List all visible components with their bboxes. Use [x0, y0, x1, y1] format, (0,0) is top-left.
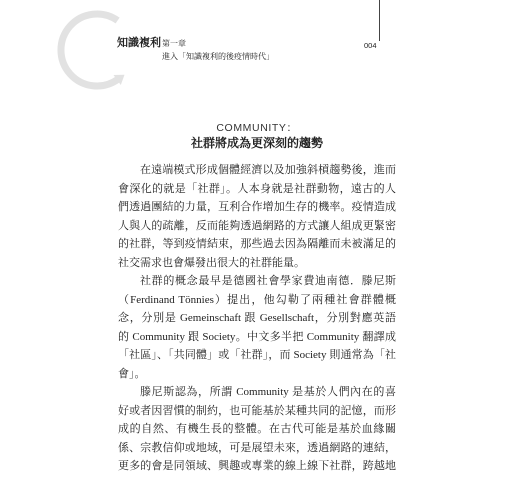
body-line: 社交需求也會爆發出很大的社群能量。 — [118, 256, 305, 269]
chapter-title: 進入「知識複利的後疫情時代」 — [162, 52, 274, 61]
body-line: 念，分別是 Gemeinschaft 跟 Gesellschaft，分別對應英語 — [118, 312, 396, 324]
body-line: 成的自然、有機生長的整體。在古代可能是基於血緣關 — [118, 423, 396, 435]
body-line: 係、宗教信仰或地域，可是展望未來，透過網路的連結， — [118, 441, 396, 454]
body-line: 社群的概念最早是德國社會學家費迪南德．滕尼斯 — [140, 275, 396, 287]
body-line: 會深化的就是「社群」。人本身就是社群動物，遠古的人 — [118, 182, 396, 195]
body-line: 人與人的疏離，反而能夠透過網路的方式讓人組成更緊密 — [118, 219, 396, 232]
paragraph — [118, 272, 396, 383]
body-line: 好或者因習慣的制約，也可能基於某種共同的記憶，而形 — [118, 404, 396, 417]
page-number: 004 — [364, 41, 377, 50]
body-line: （Ferdinand Tönnies）提出，他勾勒了兩種社會群體概 — [118, 293, 396, 306]
paragraph — [118, 383, 396, 476]
body-line: 更多的會是同領域、興趣或專業的線上線下社群，跨越地 — [118, 460, 396, 472]
chapter-number: 第一章 — [162, 39, 186, 48]
body-text — [118, 161, 396, 476]
body-line: 在遠端模式形成個體經濟以及加強斜槓趨勢後，進而 — [140, 164, 396, 176]
body-line: 會」。 — [118, 367, 146, 380]
body-line: 們透過團結的力量，互利合作增加生存的機率。疫情造成 — [118, 201, 396, 213]
header-divider — [379, 0, 380, 41]
section-title-en: COMMUNITY： — [216, 122, 298, 134]
paragraph — [118, 161, 396, 272]
section-heading — [118, 120, 396, 151]
body-line: 的 Community 跟 Society。中文多半把 Community 翻譯成 — [118, 330, 396, 343]
body-line: 的社群，等到疫情結束，那些過去因為隔離而未被滿足的 — [118, 238, 396, 250]
body-line: 「社區」、「共同體」或「社群」，而 Society 則通常為「社 — [118, 349, 396, 361]
section-title-zh: 社群將成為更深刻的趨勢 — [190, 136, 323, 150]
body-line: 滕尼斯認為，所謂 Community 是基於人們內在的喜 — [140, 386, 396, 398]
chapter-g-mark-icon — [0, 0, 160, 100]
book-title: 知識複利 — [117, 37, 161, 49]
